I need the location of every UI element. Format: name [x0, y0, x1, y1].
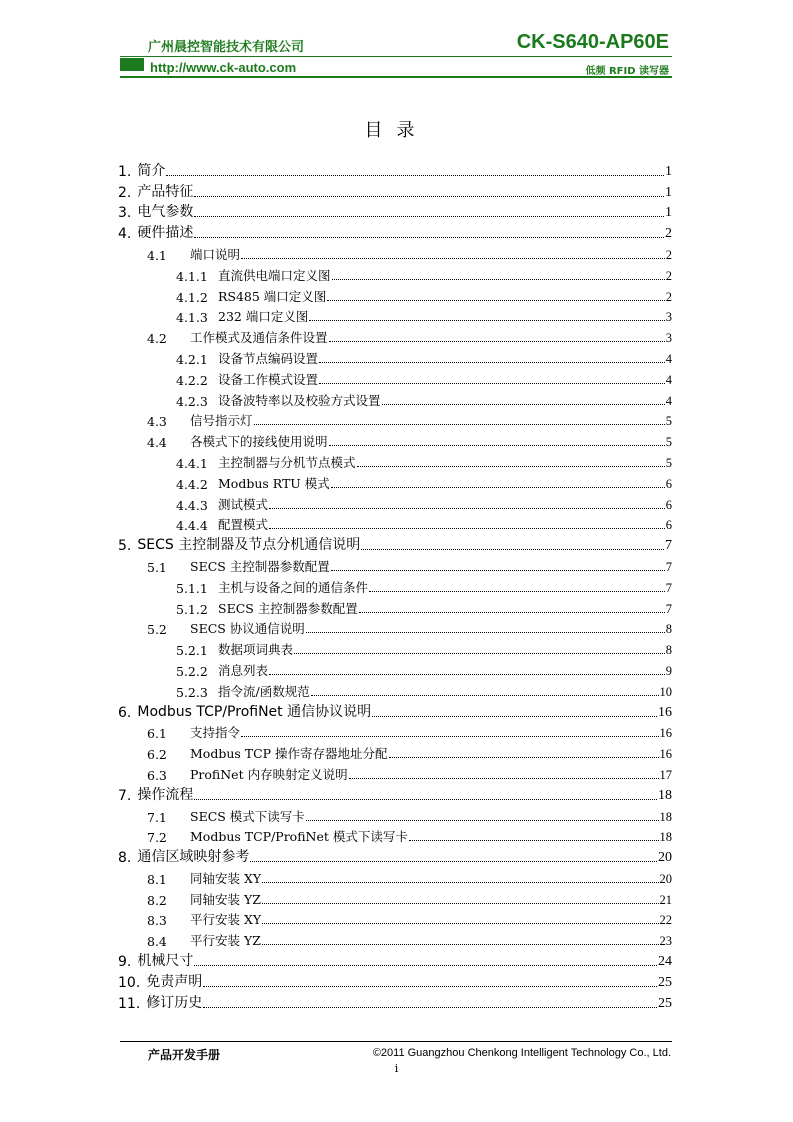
toc-entry-title: 设备工作模式设置	[218, 371, 319, 387]
toc-leader-dots	[332, 279, 665, 280]
toc-entry[interactable]	[118, 305, 672, 326]
toc-entry[interactable]	[118, 721, 672, 742]
toc-entry-page: 3	[665, 331, 672, 346]
toc-entry-page: 7	[665, 538, 672, 554]
footer-manual-label: 产品开发手册	[148, 1048, 221, 1062]
toc-entry-page: 6	[665, 518, 672, 533]
toc-entry-title: 修订历史	[146, 994, 203, 1011]
toc-entry-page: 16	[658, 704, 672, 720]
toc-entry-title: 测试模式	[218, 496, 269, 512]
toc-entry-title: 平行安装 YZ	[190, 933, 261, 949]
toc-entry[interactable]	[118, 596, 672, 617]
toc-entry-page: 7	[665, 601, 672, 616]
toc-leader-dots	[361, 549, 664, 550]
toc-entry-number: 8.4	[147, 934, 167, 950]
toc-entry[interactable]	[118, 825, 672, 846]
toc-leader-dots	[194, 799, 657, 800]
toc-entry-title: SECS 协议通信说明	[190, 621, 305, 637]
toc-entry-number: 9.	[118, 954, 132, 971]
toc-entry[interactable]	[118, 866, 672, 887]
toc-entry-title: 消息列表	[218, 662, 269, 678]
toc-entry[interactable]	[118, 575, 672, 596]
toc-entry-page: 17	[659, 767, 672, 782]
toc-entry-page: 20	[658, 850, 672, 866]
toc-entry-number: 5.2.2	[176, 663, 208, 679]
toc-entry[interactable]	[118, 637, 672, 658]
model-number: CK-S640-AP60E	[516, 31, 669, 53]
toc-entry-title: 各模式下的接线使用说明	[190, 434, 328, 450]
toc-entry-title: 操作流程	[137, 786, 194, 803]
toc-entry-number: 4.1	[147, 247, 167, 263]
toc-entry-title: 配置模式	[218, 517, 269, 533]
toc-entry-title: 简介	[137, 162, 166, 179]
toc-entry-page: 4	[665, 351, 672, 366]
toc-entry-page: 16	[659, 747, 672, 762]
toc-entry-title: 免责声明	[146, 973, 203, 990]
toc-entry-title: Modbus TCP/ProfiNet 模式下读写卡	[190, 829, 408, 845]
toc-entry-number: 1.	[118, 163, 132, 180]
toc-leader-dots	[327, 300, 664, 301]
toc-entry-title: RS485 端口定义图	[218, 288, 327, 304]
toc-entry[interactable]	[118, 658, 672, 679]
header-divider-thick	[120, 76, 672, 78]
toc-entry[interactable]	[118, 741, 672, 762]
toc-entry-title: 同轴安装 XY	[190, 870, 262, 886]
toc-entry-title: 直流供电端口定义图	[218, 267, 331, 283]
toc-entry-page: 25	[658, 995, 672, 1011]
toc-entry-page: 22	[659, 913, 672, 928]
toc-entry-number: 5.2	[147, 622, 167, 638]
toc-leader-dots	[166, 175, 664, 176]
website-url[interactable]: http://www.ck-auto.com	[150, 60, 297, 75]
toc-leader-dots	[319, 383, 665, 384]
toc-entry-page: 2	[665, 226, 672, 242]
toc-leader-dots	[262, 882, 658, 883]
header-divider	[120, 56, 672, 57]
toc-leader-dots	[359, 612, 665, 613]
toc-entry-title: 硬件描述	[137, 225, 194, 242]
toc-entry-number: 6.	[118, 704, 132, 721]
toc-entry[interactable]	[118, 845, 672, 866]
toc-leader-dots	[203, 986, 657, 987]
toc-entry[interactable]	[118, 159, 672, 180]
toc-entry-title: 数据项词典表	[218, 642, 294, 658]
toc-entry-page: 7	[665, 580, 672, 595]
toc-entry-number: 6.2	[147, 747, 167, 763]
toc-entry-title: ProfiNet 内存映射定义说明	[190, 766, 348, 782]
toc-entry-page: 9	[665, 663, 672, 678]
toc-leader-dots	[357, 466, 665, 467]
toc-entry-page: 23	[659, 934, 672, 949]
header-accent-bar	[120, 58, 144, 71]
toc-entry-page: 21	[659, 892, 672, 907]
toc-entry-number: 4.1.2	[176, 289, 208, 305]
toc-entry-title: 工作模式及通信条件设置	[190, 330, 328, 346]
toc-leader-dots	[203, 1007, 657, 1008]
toc-leader-dots	[309, 320, 664, 321]
toc-entry-title: 232 端口定义图	[218, 309, 309, 325]
toc-entry[interactable]	[118, 679, 672, 700]
toc-entry-number: 4.4.2	[176, 476, 208, 492]
toc-entry-page: 7	[665, 559, 672, 574]
toc-entry-page: 1	[665, 184, 672, 200]
toc-entry-number: 7.2	[147, 830, 167, 846]
page-title: 目录	[364, 120, 429, 141]
toc-entry-title: Modbus RTU 模式	[218, 475, 330, 491]
toc-entry-title: 设备节点编码设置	[218, 350, 319, 366]
toc-entry-title: SECS 主控制器参数配置	[218, 600, 358, 616]
toc-leader-dots	[409, 840, 659, 841]
toc-entry-title: 支持指令	[190, 725, 241, 741]
toc-entry-number: 8.1	[147, 871, 167, 887]
toc-entry-number: 5.2.3	[176, 684, 208, 700]
toc-entry-number: 4.3	[147, 414, 167, 430]
toc-entry[interactable]	[118, 180, 672, 201]
page-number: i	[394, 1062, 399, 1075]
toc-entry[interactable]	[118, 367, 672, 388]
toc-leader-dots	[262, 923, 658, 924]
toc-entry-page: 8	[665, 643, 672, 658]
toc-entry-number: 10.	[118, 974, 141, 991]
product-subtitle: 低频 RFID 读写器	[585, 66, 669, 77]
toc-leader-dots	[331, 570, 665, 571]
toc-entry-page: 20	[659, 871, 672, 886]
toc-entry-number: 4.2	[147, 331, 167, 347]
toc-entry-title: Modbus TCP 操作寄存器地址分配	[190, 746, 388, 762]
toc-entry-page: 3	[665, 310, 672, 325]
toc-leader-dots	[331, 487, 665, 488]
toc-entry-number: 4.4.3	[176, 497, 208, 513]
toc-entry-number: 3.	[118, 205, 132, 222]
toc-entry-page: 18	[658, 787, 672, 803]
toc-entry-title: 产品特征	[137, 183, 194, 200]
toc-entry[interactable]	[118, 617, 672, 638]
toc-entry-title: SECS 模式下读写卡	[190, 808, 305, 824]
toc-entry-page: 2	[665, 289, 672, 304]
toc-entry[interactable]	[118, 513, 672, 534]
toc-leader-dots	[382, 404, 665, 405]
toc-leader-dots	[389, 757, 659, 758]
toc-entry-title: 主机与设备之间的通信条件	[218, 579, 369, 595]
toc-entry-title: 电气参数	[137, 204, 194, 221]
toc-entry-number: 4.1.1	[176, 268, 208, 284]
toc-entry[interactable]	[118, 887, 672, 908]
toc-leader-dots	[194, 196, 664, 197]
company-name: 广州晨控智能技术有限公司	[148, 40, 305, 55]
toc-entry-page: 18	[659, 809, 672, 824]
toc-entry-number: 7.1	[147, 809, 167, 825]
toc-entry-page: 8	[665, 622, 672, 637]
toc-leader-dots	[372, 716, 657, 717]
toc-entry-number: 5.1.2	[176, 601, 208, 617]
toc-entry-number: 4.1.3	[176, 310, 208, 326]
toc-entry-number: 8.3	[147, 913, 167, 929]
footer-copyright: ©2011 Guangzhou Chenkong Intelligent Technology Co., Ltd.	[372, 1047, 671, 1059]
toc-entry-number: 4.	[118, 226, 132, 243]
toc-entry-number: 4.2.2	[176, 372, 208, 388]
toc-entry[interactable]	[118, 388, 672, 409]
toc-entry[interactable]	[118, 554, 672, 575]
toc-entry-number: 5.1	[147, 559, 167, 575]
toc-leader-dots	[194, 216, 664, 217]
toc-entry-number: 2.	[118, 184, 132, 201]
toc-leader-dots	[250, 861, 657, 862]
toc-entry[interactable]	[118, 263, 672, 284]
toc-leader-dots	[194, 237, 664, 238]
toc-entry-page: 25	[658, 974, 672, 990]
toc-entry[interactable]	[118, 700, 672, 721]
toc-entry-page: 5	[665, 414, 672, 429]
toc-entry-title: 指令流/函数规范	[218, 683, 310, 699]
toc-leader-dots	[241, 258, 665, 259]
toc-entry[interactable]	[118, 325, 672, 346]
toc-entry-page: 4	[665, 372, 672, 387]
toc-entry-title: 信号指示灯	[190, 413, 253, 429]
toc-entry-number: 4.4.1	[176, 455, 208, 471]
toc-entry-number: 11.	[118, 995, 141, 1012]
toc-leader-dots	[194, 965, 657, 966]
toc-entry[interactable]	[118, 949, 672, 970]
toc-leader-dots	[294, 653, 665, 654]
toc-entry-page: 16	[659, 726, 672, 741]
toc-entry-number: 8.	[118, 850, 132, 867]
toc-entry-number: 5.2.1	[176, 643, 208, 659]
toc-entry-title: 设备波特率以及校验方式设置	[218, 392, 381, 408]
toc-entry-number: 5.1.1	[176, 580, 208, 596]
toc-entry-title: 同轴安装 YZ	[190, 891, 261, 907]
toc-entry-number: 6.3	[147, 767, 167, 783]
toc-leader-dots	[329, 445, 665, 446]
toc-entry-page: 6	[665, 476, 672, 491]
toc-leader-dots	[262, 944, 659, 945]
toc-entry[interactable]	[118, 533, 672, 554]
toc-entry-page: 6	[665, 497, 672, 512]
toc-entry-title: SECS 主控制器及节点分机通信说明	[137, 537, 361, 554]
table-of-contents	[118, 159, 672, 1012]
toc-leader-dots	[241, 736, 658, 737]
toc-leader-dots	[306, 820, 659, 821]
toc-entry-number: 5.	[118, 538, 132, 555]
toc-entry-title: 通信区域映射参考	[137, 849, 250, 866]
toc-leader-dots	[269, 528, 665, 529]
toc-leader-dots	[269, 674, 665, 675]
toc-leader-dots	[254, 424, 665, 425]
toc-entry-number: 4.4	[147, 435, 167, 451]
toc-entry-page: 1	[665, 205, 672, 221]
toc-entry-page: 4	[665, 393, 672, 408]
footer-divider	[120, 1041, 672, 1042]
toc-entry-page: 10	[659, 684, 672, 699]
toc-entry[interactable]	[118, 783, 672, 804]
toc-entry[interactable]	[118, 908, 672, 929]
toc-entry[interactable]	[118, 409, 672, 430]
toc-entry-title: 机械尺寸	[137, 953, 194, 970]
toc-entry[interactable]	[118, 762, 672, 783]
toc-leader-dots	[349, 778, 659, 779]
toc-entry-title: 端口说明	[190, 246, 241, 262]
toc-entry[interactable]	[118, 471, 672, 492]
toc-entry-title: SECS 主控制器参数配置	[190, 558, 330, 574]
toc-entry-page: 2	[665, 247, 672, 262]
toc-leader-dots	[329, 341, 665, 342]
toc-entry-number: 4.2.1	[176, 351, 208, 367]
toc-entry[interactable]	[118, 429, 672, 450]
toc-entry[interactable]	[118, 492, 672, 513]
toc-entry[interactable]	[118, 804, 672, 825]
toc-entry-page: 2	[665, 268, 672, 283]
toc-leader-dots	[319, 362, 665, 363]
toc-entry[interactable]	[118, 346, 672, 367]
toc-entry[interactable]	[118, 201, 672, 222]
toc-entry-title: Modbus TCP/ProfiNet 通信协议说明	[137, 703, 372, 720]
toc-entry-number: 4.2.3	[176, 393, 208, 409]
toc-entry[interactable]	[118, 450, 672, 471]
toc-entry[interactable]	[118, 928, 672, 949]
toc-entry[interactable]	[118, 242, 672, 263]
toc-entry-page: 1	[665, 163, 672, 179]
toc-entry[interactable]	[118, 284, 672, 305]
toc-entry-page: 5	[665, 435, 672, 450]
toc-entry-number: 4.4.4	[176, 518, 208, 534]
toc-entry[interactable]	[118, 221, 672, 242]
toc-leader-dots	[262, 903, 659, 904]
toc-entry-number: 8.2	[147, 892, 167, 908]
toc-entry-number: 7.	[118, 787, 132, 804]
toc-leader-dots	[369, 591, 665, 592]
toc-leader-dots	[269, 508, 665, 509]
toc-entry-number: 6.1	[147, 726, 167, 742]
toc-entry[interactable]	[118, 991, 672, 1012]
toc-entry-page: 24	[658, 954, 672, 970]
toc-entry-page: 18	[659, 830, 672, 845]
toc-entry-page: 5	[665, 455, 672, 470]
toc-leader-dots	[311, 695, 659, 696]
toc-entry[interactable]	[118, 970, 672, 991]
toc-leader-dots	[306, 632, 665, 633]
toc-entry-title: 平行安装 XY	[190, 912, 262, 928]
toc-entry-title: 主控制器与分机节点模式	[218, 454, 356, 470]
